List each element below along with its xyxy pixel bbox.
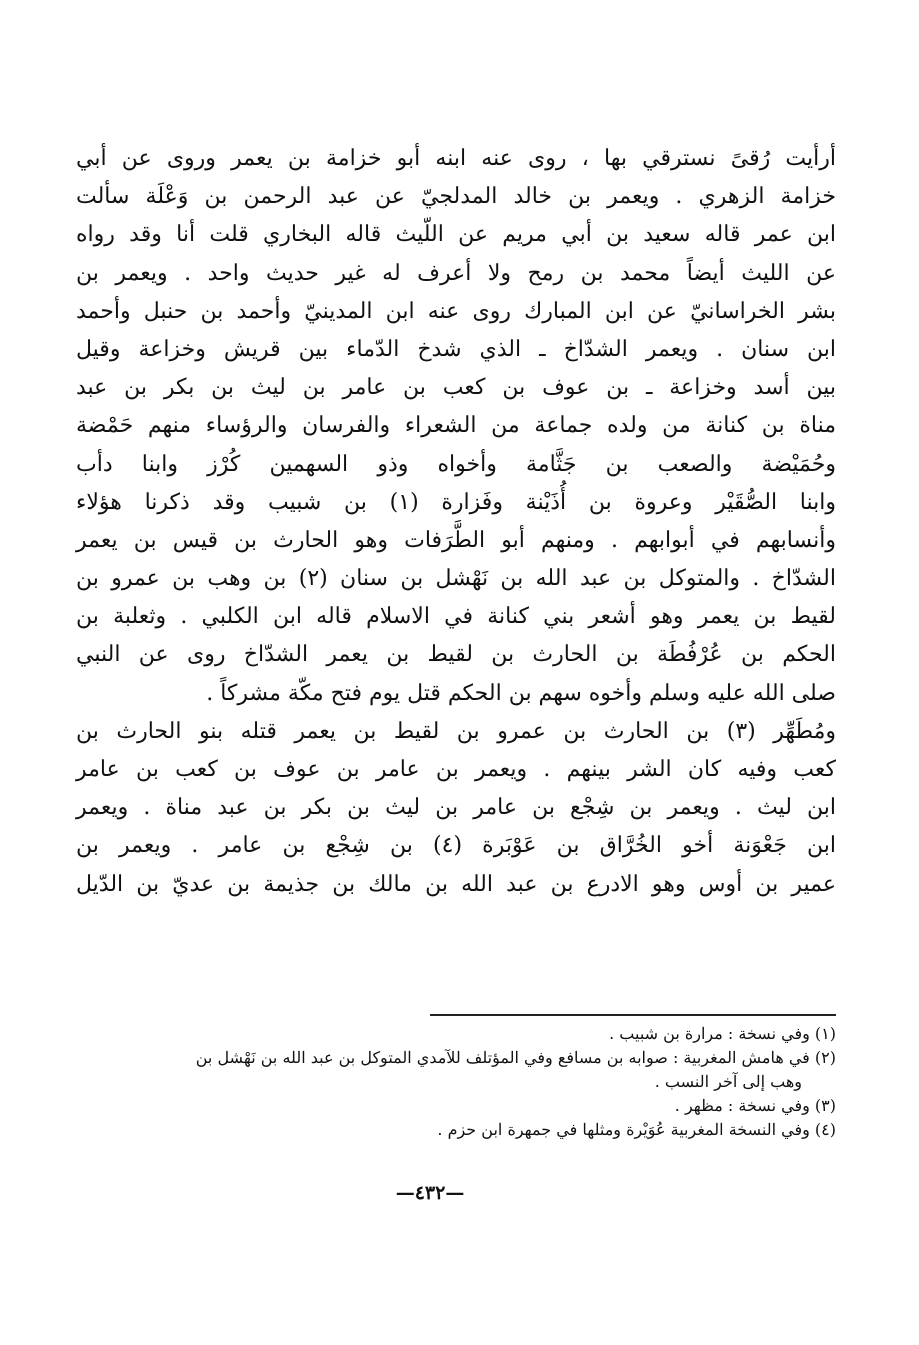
text-line-15: صلى الله عليه وسلم وأخوه سهم بن الحكم قتل يوم فتح مكّة مشركاً . <box>206 680 836 706</box>
main-text <box>76 140 836 904</box>
text-line-17: كعب وفيه كان الشر بينهم . ويعمر بن عامر بن عوف بن كعب بن عامر <box>76 757 836 782</box>
text-line-13: لقيط بن يعمر وهو أشعر بني كنانة في الاسلام قاله ابن الكلبي . وثعلبة بن <box>76 604 836 630</box>
text-line-9: وحُمَيْضة والصعب بن جَثَّامة وأخواه وذو السهمين كُرْز وابنا دأب <box>76 451 836 477</box>
footnotes <box>60 1022 836 1142</box>
text-line-8: مناة بن كنانة من ولده جماعة من الشعراء والفرسان والرؤساء منهم حَمْضة <box>76 413 836 439</box>
text-line-16: ومُطَهِّر (٣) بن الحارث بن عمرو بن لقيط بن يعمر قتله بنو الحارث بن <box>76 718 836 744</box>
text-line-19: ابن جَعْوَنة أخو الخُرَّاق بن عَوْبَرة (٤) بن شِجْع بن عامر . ويعمر بن <box>76 833 837 859</box>
text-line-11: وأنسابهم في أبوابهم . ومنهم أبو الطَّرَفات وهو الحارث بن قيس بن يعمر <box>76 527 836 553</box>
text-line-6: ابن سنان . ويعمر الشدّاخ ـ الذي شدخ الدّماء بين قريش وخزاعة وقيل <box>76 336 836 362</box>
footnote-divider <box>430 1014 836 1016</box>
text-line-12: الشدّاخ . والمتوكل بن عبد الله بن نَهْشل بن سنان (٢) بن وهب بن عمرو بن <box>76 566 836 592</box>
text-line-10: وابنا الصُّقَيْر وعروة بن أُذَيْنة وفَزارة (١) بن شبيب وقد ذكرنا هؤلاء <box>76 489 837 515</box>
footnote-2: (٢) في هامش المغربية : صوابه بن مسافع وفي المؤتلف للآمدي المتوكل بن عبد الله بن نَهْشل بن <box>195 1048 836 1067</box>
text-line-7: بين أسد وخزاعة ـ بن عوف بن كعب بن عامر بن ليث بن بكر بن عبد <box>76 375 836 401</box>
footnote-3: (٣) وفي نسخة : مظهر . <box>674 1096 836 1115</box>
text-line-14: الحكم بن عُرْفُطَة بن الحارث بن لقيط بن يعمر الشدّاخ روى عن النبي <box>76 642 836 668</box>
text-line-1: أرأيت رُقىً نسترقي بها ، روى عنه ابنه أبو خزامة بن يعمر وروى عن أبي <box>76 146 836 171</box>
footnote-1: (١) وفي نسخة : مرارة بن شبيب . <box>609 1024 836 1043</box>
page-number: —٤٣٢— <box>395 1182 465 1204</box>
text-line-2: خزامة الزهري . ويعمر بن خالد المدلجيّ عن عبد الرحمن بن وَعْلَة سألت <box>76 184 836 210</box>
text-line-4: عن الليث أيضاً محمد بن رمح ولا أعرف له غير حديث واحد . ويعمر بن <box>76 260 836 286</box>
text-line-5: بشر الخراسانيّ عن ابن المبارك روى عنه ابن المدينيّ وأحمد بن حنبل وأحمد <box>76 298 836 324</box>
text-line-20: عمير بن أوس وهو الادرع بن عبد الله بن مالك بن جذيمة بن عديّ بن الدّيل <box>76 871 836 897</box>
text-line-3: ابن عمر قاله سعيد بن أبي مريم عن اللّيث قاله البخاري قلت أنا وقد رواه <box>76 222 836 248</box>
footnote-2-continuation: وهب إلى آخر النسب . <box>654 1072 802 1091</box>
text-line-18: ابن ليث . ويعمر بن شِجْع بن عامر بن ليث بن بكر بن عبد مناة . ويعمر <box>76 795 836 821</box>
footnote-4: (٤) وفي النسخة المغربية عُوَيْرة ومثلها في جمهرة ابن حزم . <box>437 1120 836 1139</box>
